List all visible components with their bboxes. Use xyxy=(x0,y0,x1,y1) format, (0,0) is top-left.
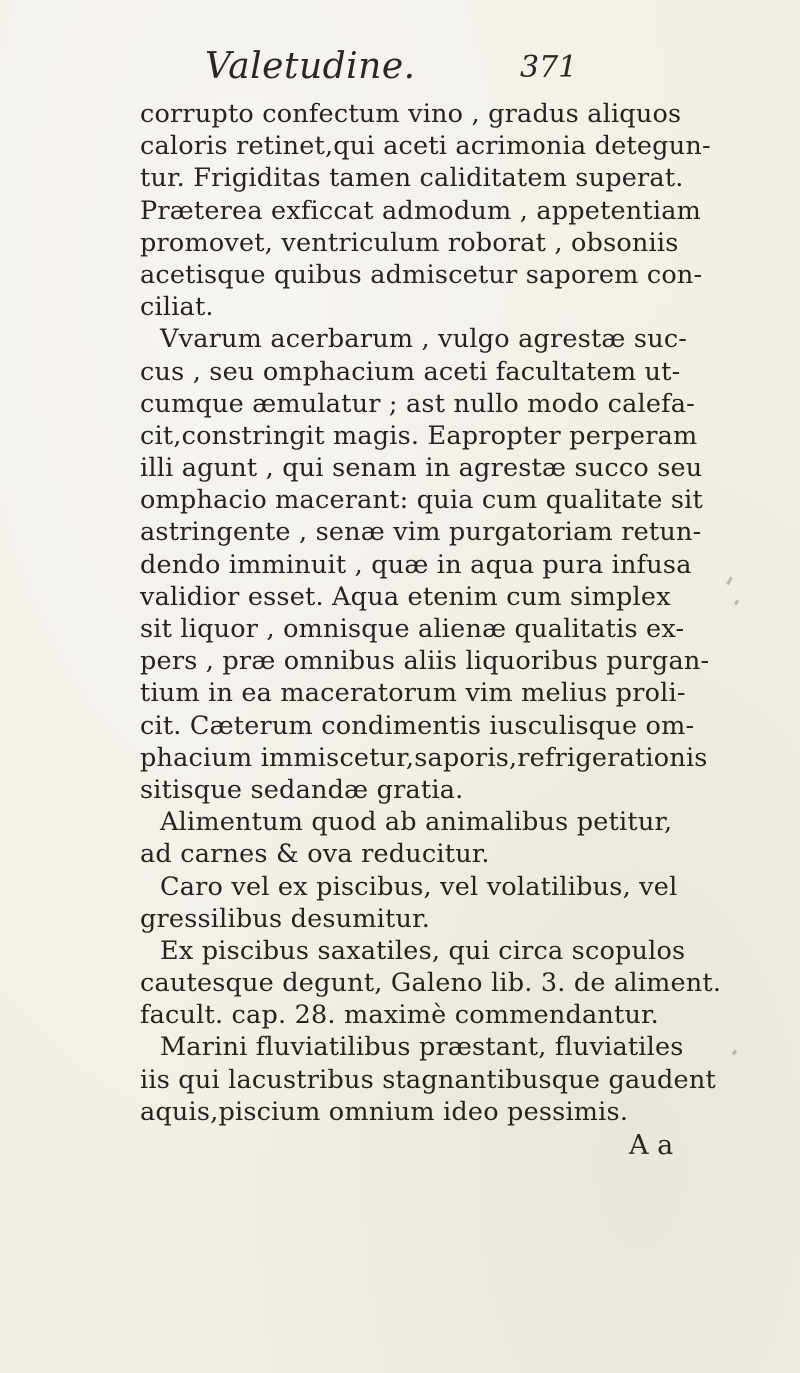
text-line: tium in ea maceratorum vim melius proli- xyxy=(140,678,686,709)
text-line: phacium immiscetur,saporis,refrigerationis xyxy=(140,742,708,773)
body-text xyxy=(140,98,730,1128)
text-line: ad carnes & ova reducitur. xyxy=(140,839,490,870)
text-line: illi agunt , qui senam in agrestӕ succo seu xyxy=(140,453,703,484)
text-line: gressilibus desumitur. xyxy=(140,903,431,934)
page-header xyxy=(0,40,800,100)
text-line: astringente , senӕ vim purgatoriam retun- xyxy=(140,517,702,548)
text-line: iis qui lacustribus stagnantibusque gaudent xyxy=(140,1064,716,1095)
page-number: 371 xyxy=(520,50,578,85)
text-line: Caro vel ex piscibus, vel volatilibus, vel xyxy=(160,871,678,902)
text-line: Vvarum acerbarum , vulgo agrestӕ suc- xyxy=(160,324,688,355)
text-line: corrupto confectum vino , gradus aliquos xyxy=(140,99,682,129)
text-line: caloris retinet,qui aceti acrimonia detegun- xyxy=(140,131,711,162)
running-head: Valetudine. xyxy=(205,46,416,87)
text-line: Prӕterea exficcat admodum , appetentiam xyxy=(140,195,702,226)
catchword: A a xyxy=(629,1130,674,1161)
paper-speck xyxy=(732,1050,737,1056)
text-line: sitisque sedandӕ gratia. xyxy=(140,774,464,805)
text-line: pers , prӕ omnibus aliis liquoribus purgan- xyxy=(140,646,710,677)
text-line: Alimentum quod ab animalibus petitur, xyxy=(160,807,673,838)
text-line: Ex piscibus saxatiles, qui circa scopulos xyxy=(160,935,686,966)
text-line: facult. cap. 28. maximè commendantur. xyxy=(140,1000,659,1031)
text-line: dendo imminuit , quӕ in aqua pura infusa xyxy=(140,549,692,580)
text-line: promovet, ventriculum roborat , obsoniis xyxy=(140,227,679,258)
text-line: cit. Cӕterum condimentis iusculisque om- xyxy=(140,710,695,741)
text-line: acetisque quibus admiscetur saporem con- xyxy=(140,259,703,290)
text-line: validior esset. Aqua etenim cum simplex xyxy=(140,581,671,612)
text-line: sit liquor , omnisque alienӕ qualitatis ex- xyxy=(140,614,685,644)
text-line: cus , seu omphacium aceti facultatem ut- xyxy=(140,356,681,387)
text-line: cumque ӕmulatur ; ast nullo modo calefa- xyxy=(140,388,695,419)
text-line: aquis,piscium omnium ideo pessimis. xyxy=(140,1096,629,1127)
text-line: cautesque degunt, Galeno lib. 3. de aliment. xyxy=(140,968,722,999)
text-line: cit,constringit magis. Eapropter perperam xyxy=(140,420,698,451)
text-line: tur. Frigiditas tamen caliditatem superat. xyxy=(140,163,684,194)
text-line: Marini fluviatilibus prӕstant, fluviatiles xyxy=(160,1032,684,1063)
paper-speck xyxy=(734,600,739,606)
text-line: ciliat. xyxy=(140,292,214,323)
text-line: omphacio macerant: quia cum qualitate sit xyxy=(140,485,703,516)
